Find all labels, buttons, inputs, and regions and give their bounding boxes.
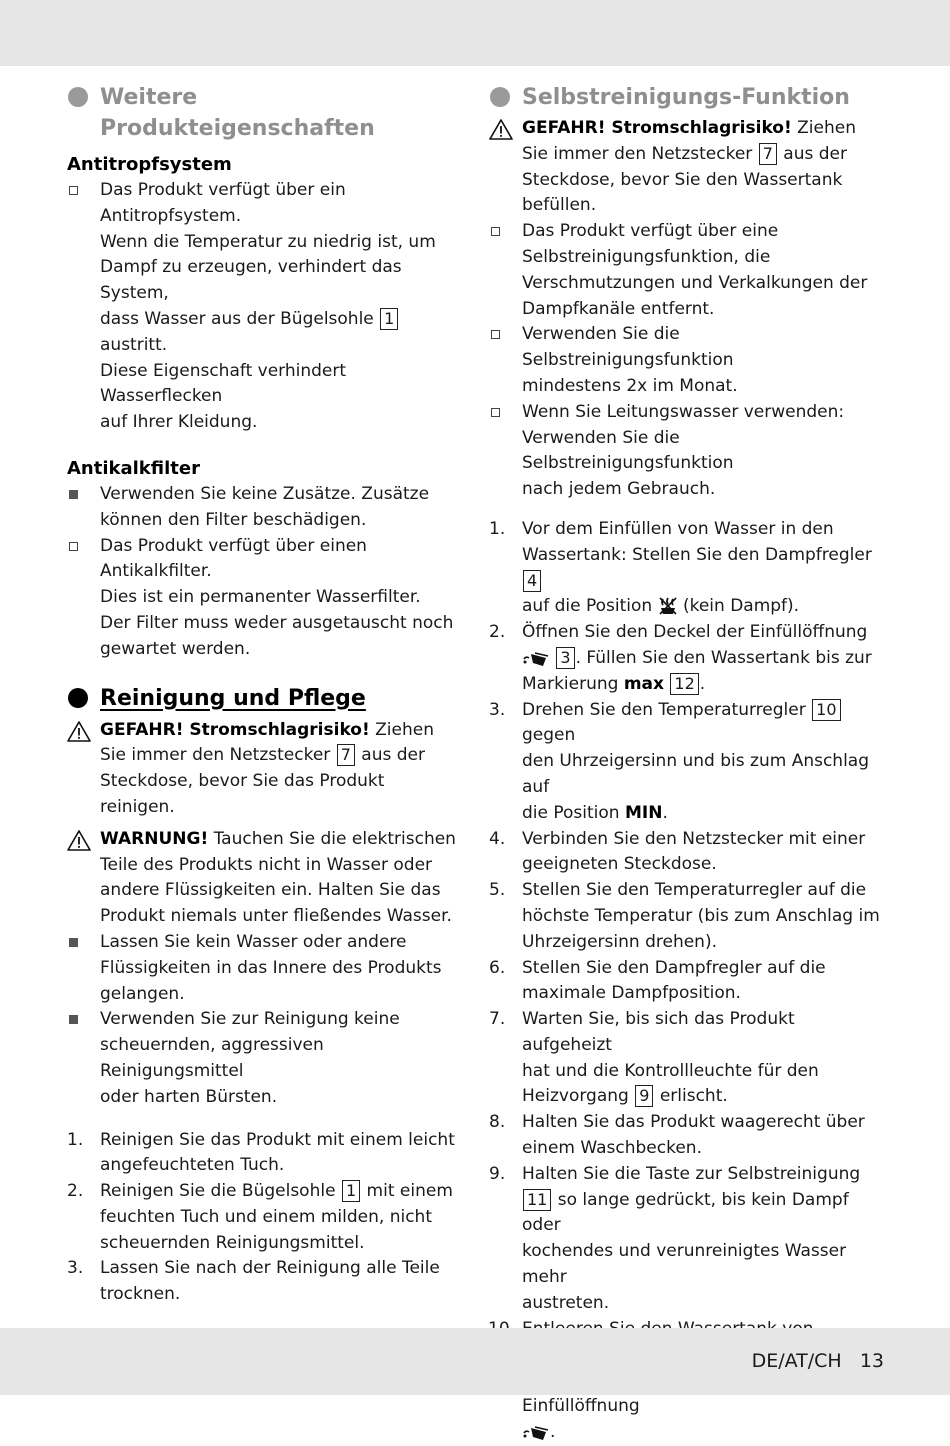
warning-notice: WARNUNG! Tauchen Sie die elektrischen Teile des Produkts nicht in Wasser oder andere Flüssigkeiten ein. Halten Sie das Produkt niemals unter fließendes Wasser. xyxy=(67,827,462,930)
step-item: 5. Stellen Sie den Temperaturregler auf die höchste Temperatur (bis zum Anschlag im Uhrzeigersinn drehen). xyxy=(489,880,880,952)
section-heading-reinigung-und-pflege xyxy=(67,683,462,714)
list-item: Das Produkt verfügt über eine Selbstreinigungsfunktion, die Verschmutzungen und Verkalkungen der Dampfkanäle entfernt. xyxy=(489,219,884,322)
empty-square-bullet-icon xyxy=(491,330,500,339)
step-item: 6. Stellen Sie den Dampfregler auf die maximale Dampfposition. xyxy=(489,957,826,1004)
step-item: 9. Halten Sie die Taste zur Selbstreinigung 11 so lange gedrückt, bis kein Dampf oder kochendes und verunreinigtes Wasser mehr austreten. xyxy=(489,1163,861,1313)
list-item: Das Produkt verfügt über einen Antikalkfilter. Dies ist ein permanenter Wasserfilter. Der Filter muss weder ausgetauscht noch gewartet werden. xyxy=(67,534,462,663)
empty-square-bullet-icon xyxy=(69,186,78,195)
reference-number-box: 12 xyxy=(670,673,698,695)
empty-square-bullet-icon xyxy=(69,542,78,551)
heading-line: Selbstreinigungs-Funktion xyxy=(522,85,850,110)
step-item: 4. Verbinden Sie den Netzstecker mit einer geeigneten Steckdose. xyxy=(489,828,866,875)
empty-square-bullet-icon xyxy=(491,227,500,236)
filled-square-bullet-icon xyxy=(69,1015,78,1024)
section-heading-weitere-produkteigenschaften xyxy=(67,82,462,144)
reference-number-box: 10 xyxy=(812,699,840,721)
step-item: 1. Vor dem Einfüllen von Wasser in den Wassertank: Stellen Sie den Dampfregler 4 auf die Position (kein Dampf). xyxy=(489,518,872,617)
list-item: Verwenden Sie keine Zusätze. Zusätze können den Filter beschädigen. xyxy=(67,482,462,534)
subheading-antitropfsystem: Antitropfsystem xyxy=(67,154,232,175)
reference-number-box: 7 xyxy=(337,744,355,766)
reference-number-box: 7 xyxy=(759,143,777,165)
filled-square-bullet-icon xyxy=(69,938,78,947)
reference-number-box: 3 xyxy=(556,647,574,669)
section-heading-selbstreinigungs-funktion xyxy=(489,82,884,113)
section-bullet-icon xyxy=(68,87,88,107)
reference-number-box: 11 xyxy=(523,1189,551,1211)
list-item: Verwenden Sie die Selbstreinigungsfunktion mindestens 2x im Monat. xyxy=(489,322,884,399)
right-column xyxy=(489,82,884,1446)
filled-square-bullet-icon xyxy=(69,490,78,499)
section-bullet-icon xyxy=(68,688,88,708)
left-column xyxy=(67,82,462,1308)
page-number: 13 xyxy=(859,1350,884,1372)
reference-number-box: 4 xyxy=(523,570,541,592)
reference-number-box: 1 xyxy=(342,1180,360,1202)
warning-triangle-icon xyxy=(67,721,91,742)
heading-line: Weitere xyxy=(100,85,198,110)
fill-opening-icon xyxy=(522,649,550,667)
warning-triangle-icon xyxy=(67,830,91,851)
heading-line: Produkteigenschaften xyxy=(100,116,375,141)
empty-square-bullet-icon xyxy=(491,408,500,417)
section-bullet-icon xyxy=(490,87,510,107)
reference-number-box: 1 xyxy=(380,308,398,330)
danger-notice: GEFAHR! Stromschlagrisiko! Ziehen Sie immer den Netzstecker 7 aus der Steckdose, bevor Sie den Wassertank befüllen. xyxy=(489,116,884,219)
reference-number-box: 9 xyxy=(635,1085,653,1107)
footer-locale: DE/AT/CH xyxy=(751,1350,842,1372)
list-item: Lassen Sie kein Wasser oder andere Flüssigkeiten in das Innere des Produkts gelangen. xyxy=(67,930,462,1007)
step-item: 7. Warten Sie, bis sich das Produkt aufgeheizt hat und die Kontrollleuchte für den Heizvorgang 9 erlischt. xyxy=(489,1009,819,1107)
step-item: Einfüllöffnung . xyxy=(522,1396,640,1442)
top-bar xyxy=(0,0,950,66)
list-item: Verwenden Sie zur Reinigung keine scheuernden, aggressiven Reinigungsmittel oder harten Bürsten. xyxy=(67,1007,462,1110)
step-item: 1. Reinigen Sie das Produkt mit einem leicht angefeuchteten Tuch. xyxy=(67,1129,455,1176)
step-item: 3. Drehen Sie den Temperaturregler 10 gegen den Uhrzeigersinn und bis zum Anschlag auf die Position MIN. xyxy=(489,699,870,823)
step-item: 3. Lassen Sie nach der Reinigung alle Teile trocknen. xyxy=(67,1258,440,1305)
list-item: Wenn Sie Leitungswasser verwenden: Verwenden Sie die Selbstreinigungsfunktion nach jedem Gebrauch. xyxy=(489,400,884,503)
warning-triangle-icon xyxy=(489,119,513,140)
fill-opening-icon xyxy=(522,1423,550,1441)
step-item: 2. Öffnen Sie den Deckel der Einfüllöffnung 3 . Füllen Sie den Wassertank bis zur Markierung max 12 . xyxy=(489,622,872,694)
danger-notice: GEFAHR! Stromschlagrisiko! Ziehen Sie immer den Netzstecker 7 aus der Steckdose, bevor Sie das Produkt reinigen. xyxy=(67,718,462,821)
heading-line: Reinigung und Pflege xyxy=(100,685,366,711)
footer-locale-page xyxy=(752,1350,884,1372)
footer-bar xyxy=(0,1328,950,1395)
step-item: 8. Halten Sie das Produkt waagerecht über einem Waschbecken. xyxy=(489,1112,865,1159)
list-item: Das Produkt verfügt über ein Antitropfsystem. Wenn die Temperatur zu niedrig ist, um Dampf zu erzeugen, verhindert das System, dass Wasser aus der Bügelsohle 1 austritt. Diese Eigenschaft verhindert Wasserflecken auf Ihrer Kleidung. xyxy=(67,178,462,436)
subheading-antikalkfilter: Antikalkfilter xyxy=(67,457,200,479)
step-item: 2. Reinigen Sie die Bügelsohle 1 mit einem feuchten Tuch und einem milden, nicht scheuernden Reinigungsmittel. xyxy=(67,1181,453,1253)
no-steam-icon xyxy=(658,596,678,616)
